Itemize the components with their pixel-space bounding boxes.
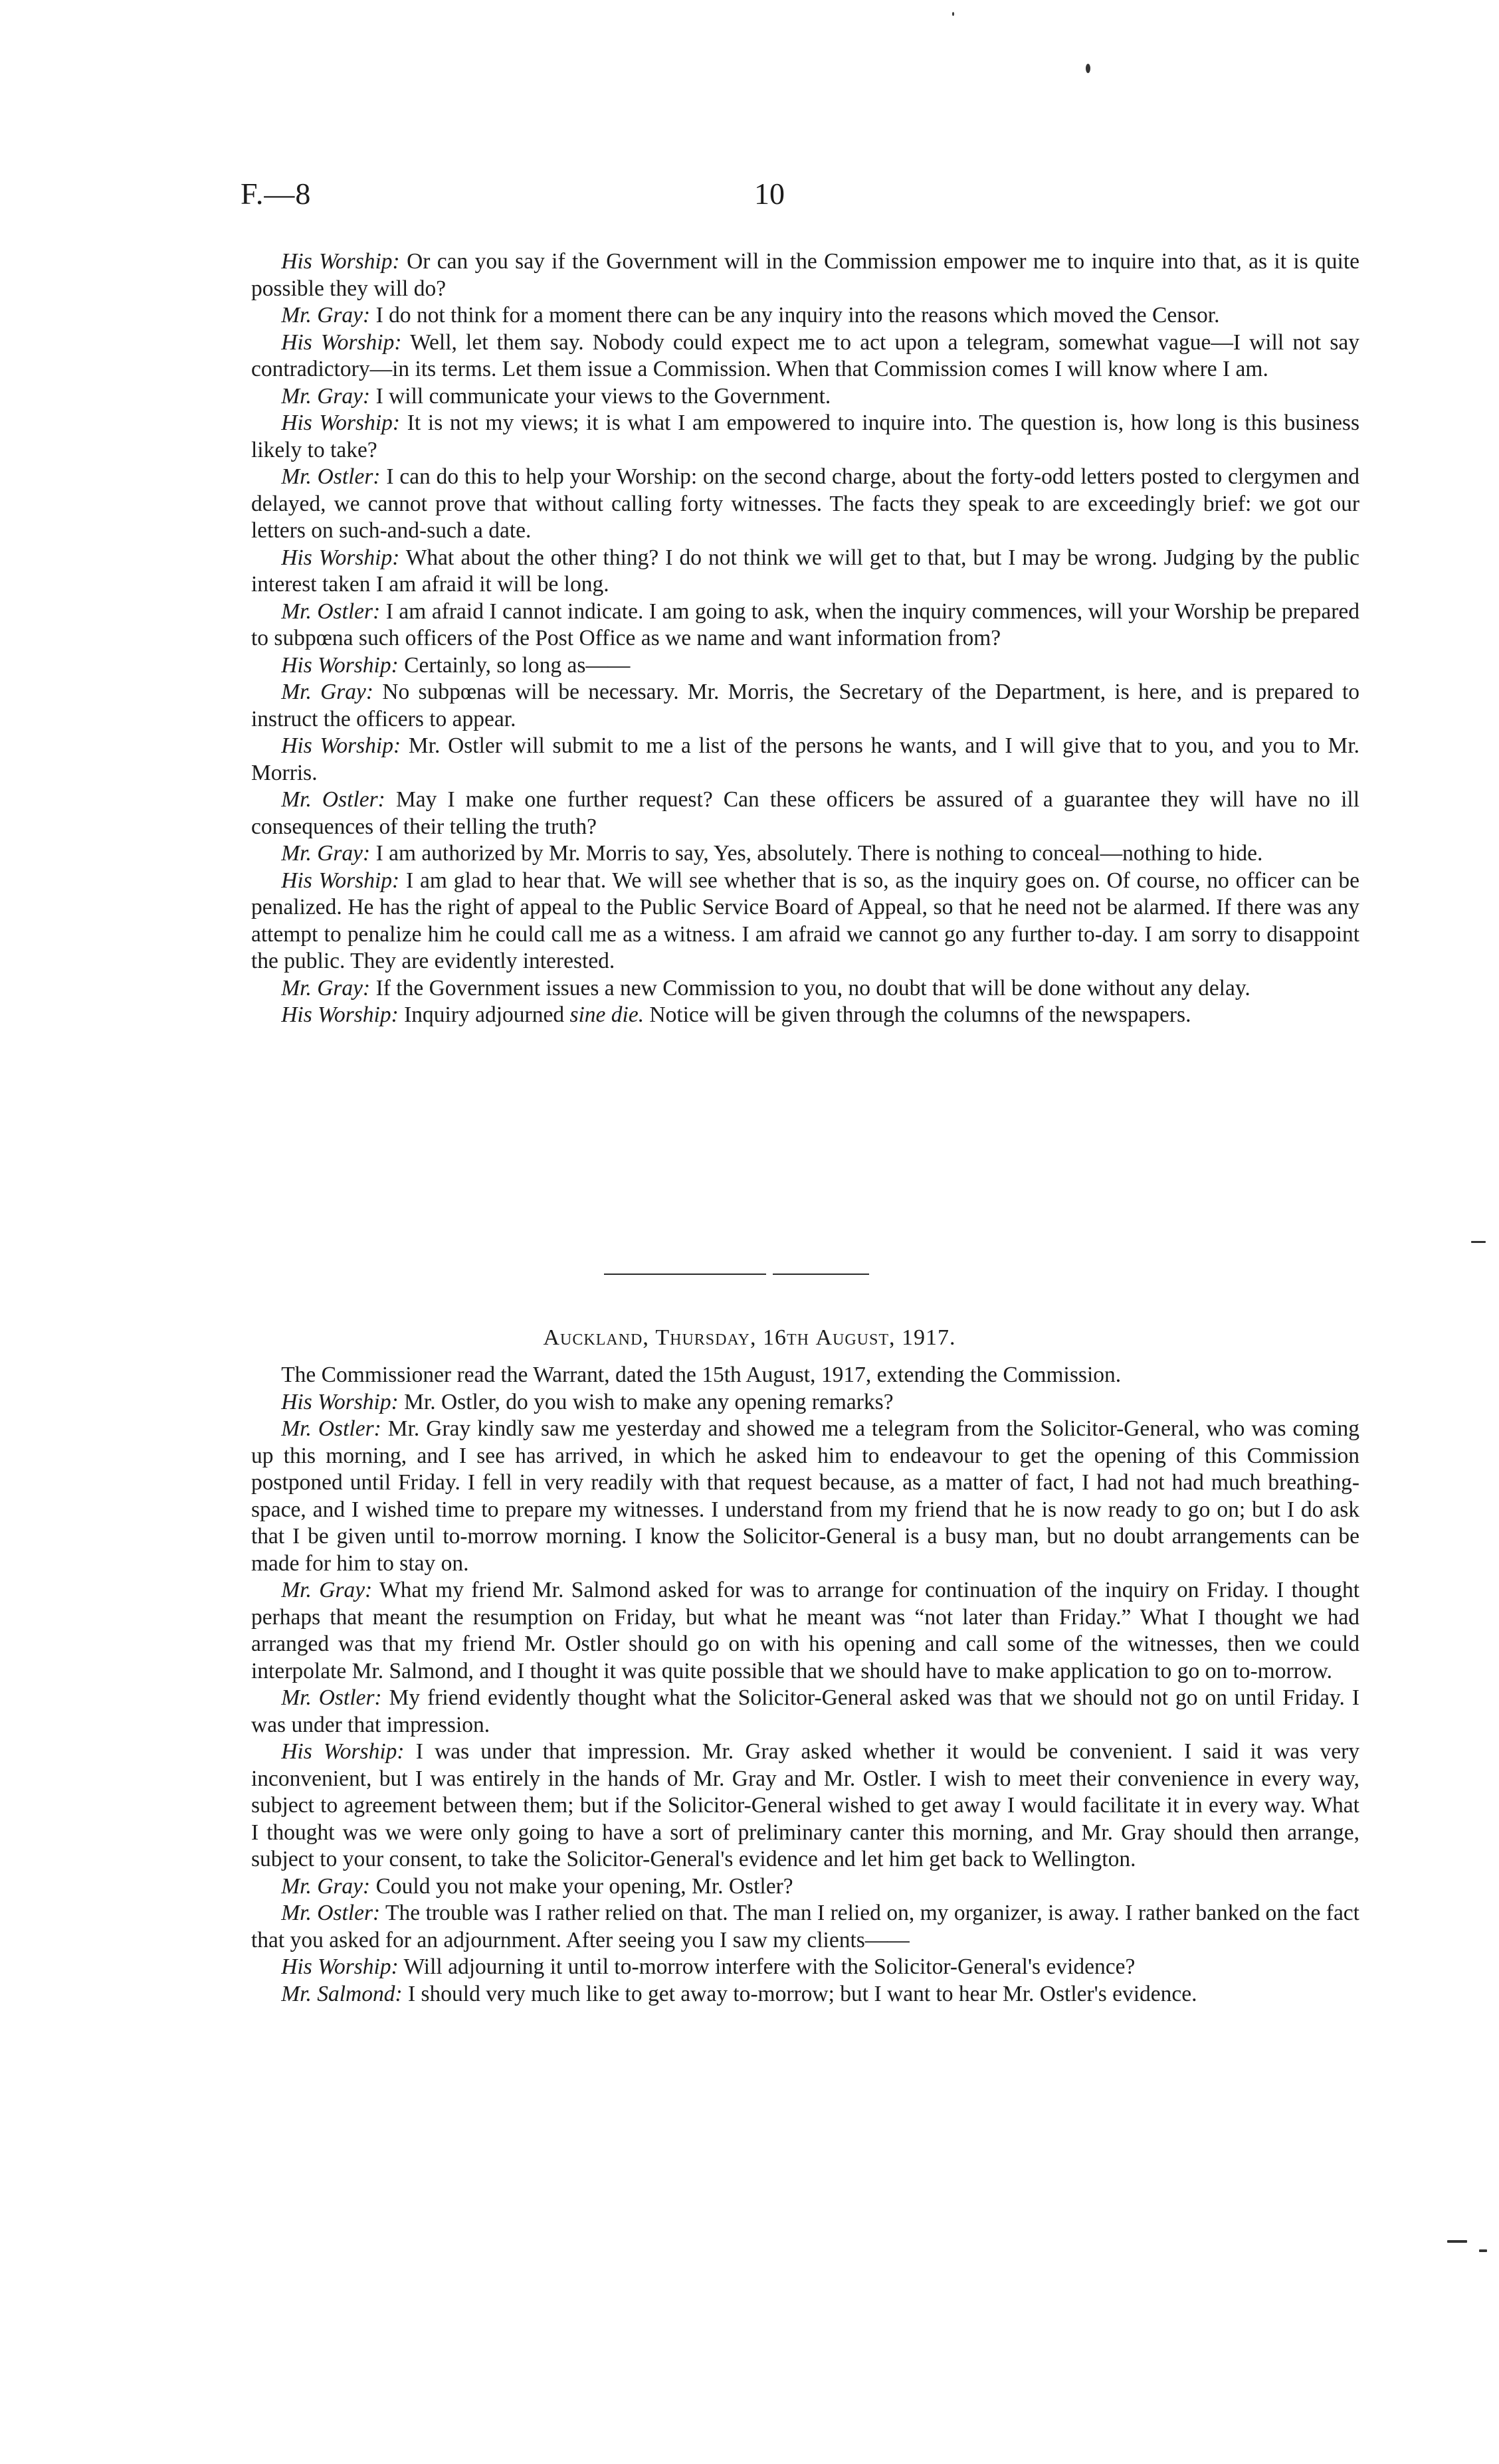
scan-speck (1471, 1241, 1486, 1243)
dateline-year: 1917. (902, 1325, 956, 1350)
transcript-paragraph (251, 1900, 1359, 1954)
speech-text: I was under that impression. Mr. Gray asked whether it would be convenient. I said it was very inconvenient, but I was entirely in the hands of Mr. Gray and Mr. Ostler. I wish to meet their convenience in every way, subject to agreement between them; but if the Solicitor-General wished to get away I would facilitate it in every way. What I thought was we were only going to have a sort of preliminary canter this morning, and Mr. Gray should then arrange, subject to your consent, to take the Solicitor-General's evidence and let him get back to Wellington. (251, 1739, 1360, 1871)
transcript-paragraph (251, 1389, 1359, 1416)
speaker-name: His Worship: (281, 733, 401, 758)
speaker-name: His Worship: (281, 652, 399, 678)
transcript-paragraph (251, 868, 1359, 975)
speech-text: The trouble was I rather relied on that. The man I relied on, my organizer, is away. I rather banked on the fact that you asked for an adjournment. After seeing you I saw my clients—— (251, 1901, 1359, 1952)
document-id: F.—8 (241, 177, 312, 211)
dateline-place: Auckland, (543, 1325, 649, 1350)
speech-text: I do not think for a moment there can be any inquiry into the reasons which moved the Censor. (375, 303, 1220, 328)
speaker-name: Mr. Ostler: (281, 787, 385, 812)
speech-text: It is not my views; it is what I am empowered to inquire into. The question is, how long is this business likely to take? (251, 411, 1360, 462)
speaker-name: Mr. Gray: (281, 1873, 371, 1899)
speech-text: Mr. Ostler will submit to me a list of the persons he wants, and I will give that to you, and you to Mr. Morris. (251, 733, 1360, 785)
scan-speck (1086, 64, 1090, 73)
speech-text: What about the other thing? I do not think we will get to that, but I may be wrong. Judging by the public interest taken I am afraid it will be long. (251, 545, 1360, 597)
speaker-name: Mr. Salmond: (281, 1981, 403, 2006)
dateline-day: 16th (762, 1325, 809, 1350)
transcript-paragraph (251, 1739, 1359, 1873)
transcript-part-one (251, 248, 1359, 1029)
speech-text: I am afraid I cannot indicate. I am going to ask, when the inquiry commences, will your Worship be prepared to subpœna such officers of the Post Office as we name and want information from? (251, 599, 1360, 650)
page-header (0, 176, 1499, 223)
transcript-paragraph (251, 1002, 1359, 1029)
speech-text: May I make one further request? Can these officers be assured of a guarantee they will have no ill consequences of their telling the truth? (251, 787, 1360, 839)
speaker-name: Mr. Gray: (281, 680, 374, 704)
page-number: 10 (754, 177, 785, 211)
divider-rule (773, 1274, 869, 1275)
speech-text: I can do this to help your Worship: on the second charge, about the forty-odd letters posted to clergymen and delayed, we cannot prove that without calling forty witnesses. The facts they speak to are exceedingly brief: we got our letters on such-and-such a date. (251, 464, 1360, 543)
speaker-name: His Worship: (281, 868, 400, 893)
speech-text: I will communicate your views to the Government. (375, 383, 831, 409)
speaker-name: His Worship: (281, 411, 401, 435)
speech-text: Well, let them say. Nobody could expect me to act upon a telegram, somewhat vague—I will not say contradictory—in its terms. Let them issue a Commission. When that Commission comes I will know where I am. (251, 330, 1359, 381)
transcript-paragraph (251, 599, 1359, 652)
speaker-name: Mr. Gray: (281, 1578, 373, 1602)
speech-text: Could you not make your opening, Mr. Ostler? (375, 1873, 793, 1899)
speech-text: Mr. Gray kindly saw me yesterday and showed me a telegram from the Solicitor-General, who was coming up this morning, and I see has arrived, in which he asked him to endeavour to get the opening of this Commission postponed until Friday. I fell in very readily with that request because, as a matter of fact, I had not had much breathing-space, and I wished time to prepare my witnesses. I understand from my friend that he is now ready to go on; but I do ask that I be given until to-morrow morning. I know the Solicitor-General is a busy man, but no doubt arrangements can be made for him to stay on. (251, 1416, 1359, 1576)
transcript-paragraph (251, 383, 1359, 411)
speaker-name: His Worship: (281, 1739, 405, 1764)
speaker-name: His Worship: (281, 1002, 399, 1027)
speech-text: I am glad to hear that. We will see whether that is so, as the inquiry goes on. Of course, no officer can be penalized. He has the right of appeal to the Public Service Board of Appeal, so that he need not be alarmed. If there was any attempt to penalize him he could call me as a witness. I am afraid we cannot go any further to-day. I am sorry to disappoint the public. They are evidently interested. (251, 868, 1360, 973)
speech-text: My friend evidently thought what the Solicitor-General asked was that we should not go on until Friday. I was under that impression. (251, 1685, 1360, 1737)
transcript-paragraph (251, 248, 1359, 302)
speaker-name: Mr. Gray: (281, 383, 371, 409)
transcript-part-two (251, 1362, 1359, 2008)
speech-text: Mr. Ostler, do you wish to make any opening remarks? (404, 1389, 894, 1414)
transcript-paragraph (251, 464, 1359, 545)
speaker-name: His Worship: (281, 330, 402, 355)
speaker-name: Mr. Gray: (281, 841, 371, 866)
transcript-paragraph (251, 1685, 1359, 1739)
transcript-paragraph (251, 787, 1359, 840)
transcript-paragraph (251, 330, 1359, 383)
speaker-name: Mr. Gray: (281, 975, 371, 1000)
speaker-name: Mr. Ostler: (281, 464, 381, 489)
scan-speck (952, 12, 954, 16)
transcript-paragraph (251, 1577, 1359, 1685)
procedural-note: The Commissioner read the Warrant, dated the 15th August, 1917, extending the Commission. (281, 1363, 1122, 1387)
speech-text: I should very much like to get away to-morrow; but I want to hear Mr. Ostler's evidence. (407, 1981, 1197, 2006)
transcript-paragraph (251, 1873, 1359, 1901)
speaker-name: Mr. Ostler: (281, 1685, 382, 1710)
transcript-paragraph (251, 652, 1359, 680)
speaker-name: Mr. Ostler: (281, 599, 381, 624)
speaker-name: Mr. Gray: (281, 303, 371, 328)
speech-text: No subpœnas will be necessary. Mr. Morris, the Secretary of the Department, is here, and is prepared to instruct the officers to appear. (251, 680, 1360, 731)
latin-phrase: sine die. (569, 1002, 645, 1027)
speaker-name: Mr. Ostler: (281, 1901, 381, 1925)
transcript-paragraph (251, 1981, 1359, 2008)
speaker-name: Mr. Ostler: (281, 1416, 381, 1441)
speech-text: Certainly, so long as—— (404, 652, 631, 678)
dateline-month: August, (815, 1325, 896, 1350)
divider-rule (604, 1274, 766, 1275)
speech-text: I am authorized by Mr. Morris to say, Yes, absolutely. There is nothing to conceal—nothing to hide. (375, 841, 1263, 866)
scan-speck (1447, 2240, 1467, 2243)
speech-text: What my friend Mr. Salmond asked for was to arrange for continuation of the inquiry on Friday. I thought perhaps that meant the resumption on Friday, but what he meant was “not later than Friday.” What I thought we had arranged was that my friend Mr. Ostler should go on with his opening and call some of the witnesses, then we could interpolate Mr. Salmond, and I thought it was quite possible that we should have to make application to go on to-morrow. (251, 1578, 1360, 1683)
transcript-paragraph (251, 679, 1359, 733)
speaker-name: His Worship: (281, 545, 400, 570)
dateline-weekday: Thursday, (655, 1325, 757, 1350)
speech-text: If the Government issues a new Commission to you, no doubt that will be done without any delay. (375, 975, 1250, 1000)
transcript-paragraph (251, 733, 1359, 787)
scan-speck (1479, 2249, 1487, 2252)
transcript-paragraph (251, 1416, 1359, 1577)
transcript-paragraph (251, 302, 1359, 330)
transcript-paragraph (251, 975, 1359, 1002)
transcript-paragraph (251, 410, 1359, 464)
speech-text: Notice will be given through the columns of the newspapers. (649, 1002, 1191, 1027)
transcript-paragraph (251, 545, 1359, 599)
speech-text: Will adjourning it until to-morrow interfere with the Solicitor-General's evidence? (403, 1954, 1136, 1979)
speaker-name: His Worship: (281, 249, 400, 274)
speech-text: Inquiry adjourned (404, 1002, 565, 1027)
session-dateline (0, 1325, 1499, 1351)
transcript-paragraph (251, 840, 1359, 868)
transcript-paragraph (251, 1954, 1359, 1981)
speech-text: Or can you say if the Government will in the Commission empower me to inquire into that, as it is quite possible they will do? (251, 249, 1360, 301)
section-divider (604, 1274, 869, 1276)
speaker-name: His Worship: (281, 1389, 399, 1414)
speaker-name: His Worship: (281, 1954, 399, 1979)
